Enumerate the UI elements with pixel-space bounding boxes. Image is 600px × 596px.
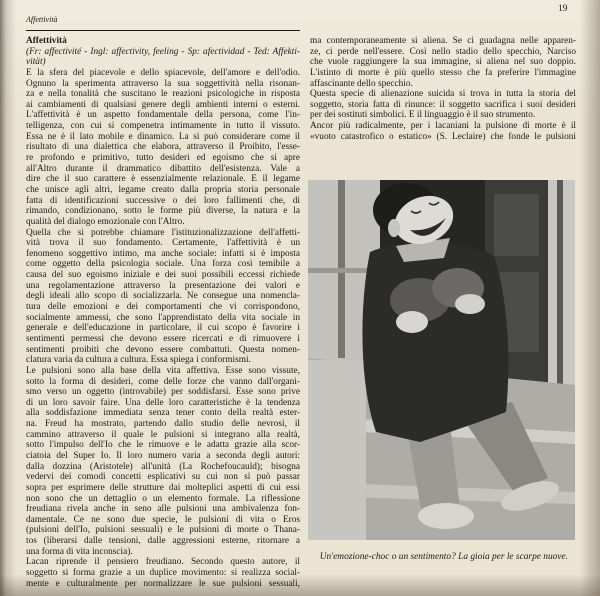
text-line: per dei sostituti simbolici. E il linguaggio è il suo strumento. <box>310 110 536 121</box>
text-line: una forma di vita inconscia). <box>26 546 133 557</box>
text-line: alla soddisfazione immediata senza tener conto della realtà ester- <box>26 408 300 419</box>
text-line: mente e culturalmente per normalizzare le sue pulsioni sessuali, <box>26 578 300 589</box>
text-line: cammino attraverso il quale le pulsioni si integrano alla realtà, <box>26 429 300 440</box>
text-line: freudiana rivela anche in seno alle pulsioni una ambivalenza fon- <box>26 504 300 515</box>
etymology-line: (Fr: affectivité - Ingl: affectivity, feeling - Sp: afectividad - Ted: Affekti- <box>26 46 300 57</box>
entry-heading: Affettività <box>26 36 67 46</box>
text-line: come oggetto della psicologia sociale. Una forza così temibile a <box>26 259 300 270</box>
text-line: smo verso un oggetto (introvabile) per soddisfarsi. Esse sono prive <box>26 387 300 398</box>
text-line: tura delle emozioni e dei comportamenti che vi corrispondono, <box>26 302 300 313</box>
text-line: causa del suo egoismo iniziale e dei suoi possibili eccessi richiede <box>26 270 300 281</box>
text-line: Ognuno la sperimenta attraverso la sua soggettività nella risonan- <box>26 78 300 89</box>
boy-hand-right <box>455 294 485 314</box>
door-panel-upper <box>494 194 539 256</box>
boy-ear <box>388 219 400 237</box>
text-line: damentale. Ce ne sono due specie, le pulsioni di vita o Eros <box>26 514 300 525</box>
text-line: Lacan riprende il pensiero freudiano. Secondo questo autore, il <box>26 557 300 568</box>
right-column <box>310 36 576 146</box>
text-line: dalla dozzina (Aristotele) all'unità (La Rochefoucauld); bisogna <box>26 461 300 472</box>
side-wall-shadow <box>557 180 563 415</box>
text-line: «vuoto catastrofico o estatico» (S. Leclaire) che fonde le pulsioni <box>310 131 576 142</box>
text-line: dire che il suo carattere è essenzialmente relazionale. È il legame <box>26 174 300 185</box>
text-line: clatura varia da cultura a cultura. Essa spiega i conformismi. <box>26 355 251 366</box>
text-line: qualità del dialogo emozionale con l'Altro. <box>26 216 185 227</box>
text-line: rimando, condizionano, sotto le forme più diverse, la natura e la <box>26 206 300 217</box>
text-line: ciatoia del Super Io. Il loro numero varia a seconda degli autori: <box>26 450 300 461</box>
text-line: Questa specie di alienazione suicida si trova in tutta la storia del <box>310 89 576 100</box>
text-line: affascinante dello specchio. <box>310 78 413 89</box>
text-line: sotto l'impulso dell'Io che le rimuove e le adatta grazie alla scor- <box>26 440 300 451</box>
photo <box>308 180 575 540</box>
text-line: fenomeno soggettivo intimo, ma anche sociale: infatti si è imposta <box>26 248 300 259</box>
etymology-line: vität) <box>26 57 46 68</box>
text-line: Essa ne è il lato mobile e dinamico. La si può considerare come il <box>26 131 300 142</box>
text-line: che vuole raggiungere la sua immagine, si aliena nel suo doppio. <box>310 57 576 68</box>
text-line: ze, ci perde nell'essere. Così nello stadio dello specchio, Narciso <box>310 46 576 57</box>
text-line: È la sfera del piacevole e dello spiacevole, dell'amore e dell'odio. <box>26 67 300 78</box>
text-line: (pulsioni dell'Io, pulsioni sessuali) e le pulsioni di morte o Thana- <box>26 525 300 536</box>
text-line: soggetto, storia fatta di rinunce: il soggetto sacrifica i suoi desideri <box>310 99 576 110</box>
running-head-rule <box>26 30 300 31</box>
text-line: za e nella tonalità che suscitano le reazioni psicologiche in risposta <box>26 89 300 100</box>
text-line: di un loro savoir faire. Una delle loro caratteristiche è la tendenza <box>26 397 300 408</box>
text-line: Ancor più radicalmente, per i lacaniani la pulsione di morte è il <box>310 121 576 132</box>
text-line: generale e dell'educazione in particolare, il cui scopo è favorire i <box>26 323 300 334</box>
text-line: socialmente ammessi, che sono l'apprendistato della vita sociale in <box>26 312 300 323</box>
text-line: vedervi dei comodi concetti esplicativi su cui non si può passar <box>26 472 300 483</box>
text-line: all'Altro durante il drammatico dibattito dell'esistenza. Vale a <box>26 163 300 174</box>
text-line: tos (liberarsi dalle tensioni, dalle aggressioni esterne, ritornare a <box>26 536 300 547</box>
text-line: na. Freud ha mostrato, partendo dallo studio delle nevrosi, il <box>26 419 300 430</box>
text-line: telligenza, con cui si compenetra intimamente in tutto il vissuto. <box>26 121 300 132</box>
boy-hand-left <box>396 311 428 333</box>
text-line: re profondo e primitivo, tutto desideri ed egoismo che si apre <box>26 153 300 164</box>
text-line: vità trova il suo fondamento. Certamente, l'affettività è un <box>26 238 300 249</box>
boy-coat <box>362 243 508 442</box>
text-line: non sono che un dettaglio o un elemento formale. La riflessione <box>26 493 300 504</box>
left-column <box>26 36 300 592</box>
text-line: ma contemporaneamente si aliena. Se ci guadagna nelle apparen- <box>310 36 576 46</box>
text-line: Le pulsioni sono alla base della vita affettiva. Esse sono vissute, <box>26 365 300 376</box>
boy-shoe-left <box>418 503 474 529</box>
text-line: sopra per esprimere delle strutture dai molteplici aspetti di cui essi <box>26 482 300 493</box>
text-line: che unisce agli altri, legame creato dalla propria storia personale <box>26 184 300 195</box>
text-line: sotto la forma di desideri, come delle forze che vanno dall'organi- <box>26 376 300 387</box>
text-line: soggetto si forma grazie a un duplice movimento: si realizza social- <box>26 568 300 579</box>
text-line: ai cambiamenti di qualsiasi genere degli ambienti interni o esterni. <box>26 99 300 110</box>
text-line: L'affettività è un aspetto fondamentale della persona, come l'in- <box>26 110 300 121</box>
text-line: sentimenti permessi che devono essere ricercati e di rimuovere i <box>26 333 300 344</box>
running-head: Affettività <box>26 15 58 24</box>
photo-caption: Un'emozione-choc o un sentimento? La gioia per le scarpe nuove. <box>319 552 568 562</box>
text-line: fatta di identificazioni successive o dei loro fallimenti che, di <box>26 195 300 206</box>
page-number: 19 <box>558 4 568 14</box>
text-line: risultato di una dialettica che elabora, attraverso il Proibito, l'esse- <box>26 142 300 153</box>
text-line: sentimenti proibiti che devono essere combattuti. Questa nomen- <box>26 344 300 355</box>
stone-block <box>308 360 366 540</box>
text-line: una regolamentazione attraverso la presentazione dei valori e <box>26 280 300 291</box>
text-line: L'istinto di morte è più quello stesso che fa preferire l'immagine <box>310 67 576 78</box>
text-line: Quella che si potrebbe chiamare l'istituzionalizzazione dell'affetti- <box>26 227 300 238</box>
text-line: degli ideali allo scopo di socializzarla. Ne consegue una nomencla- <box>26 291 300 302</box>
photo-frame <box>308 180 575 540</box>
